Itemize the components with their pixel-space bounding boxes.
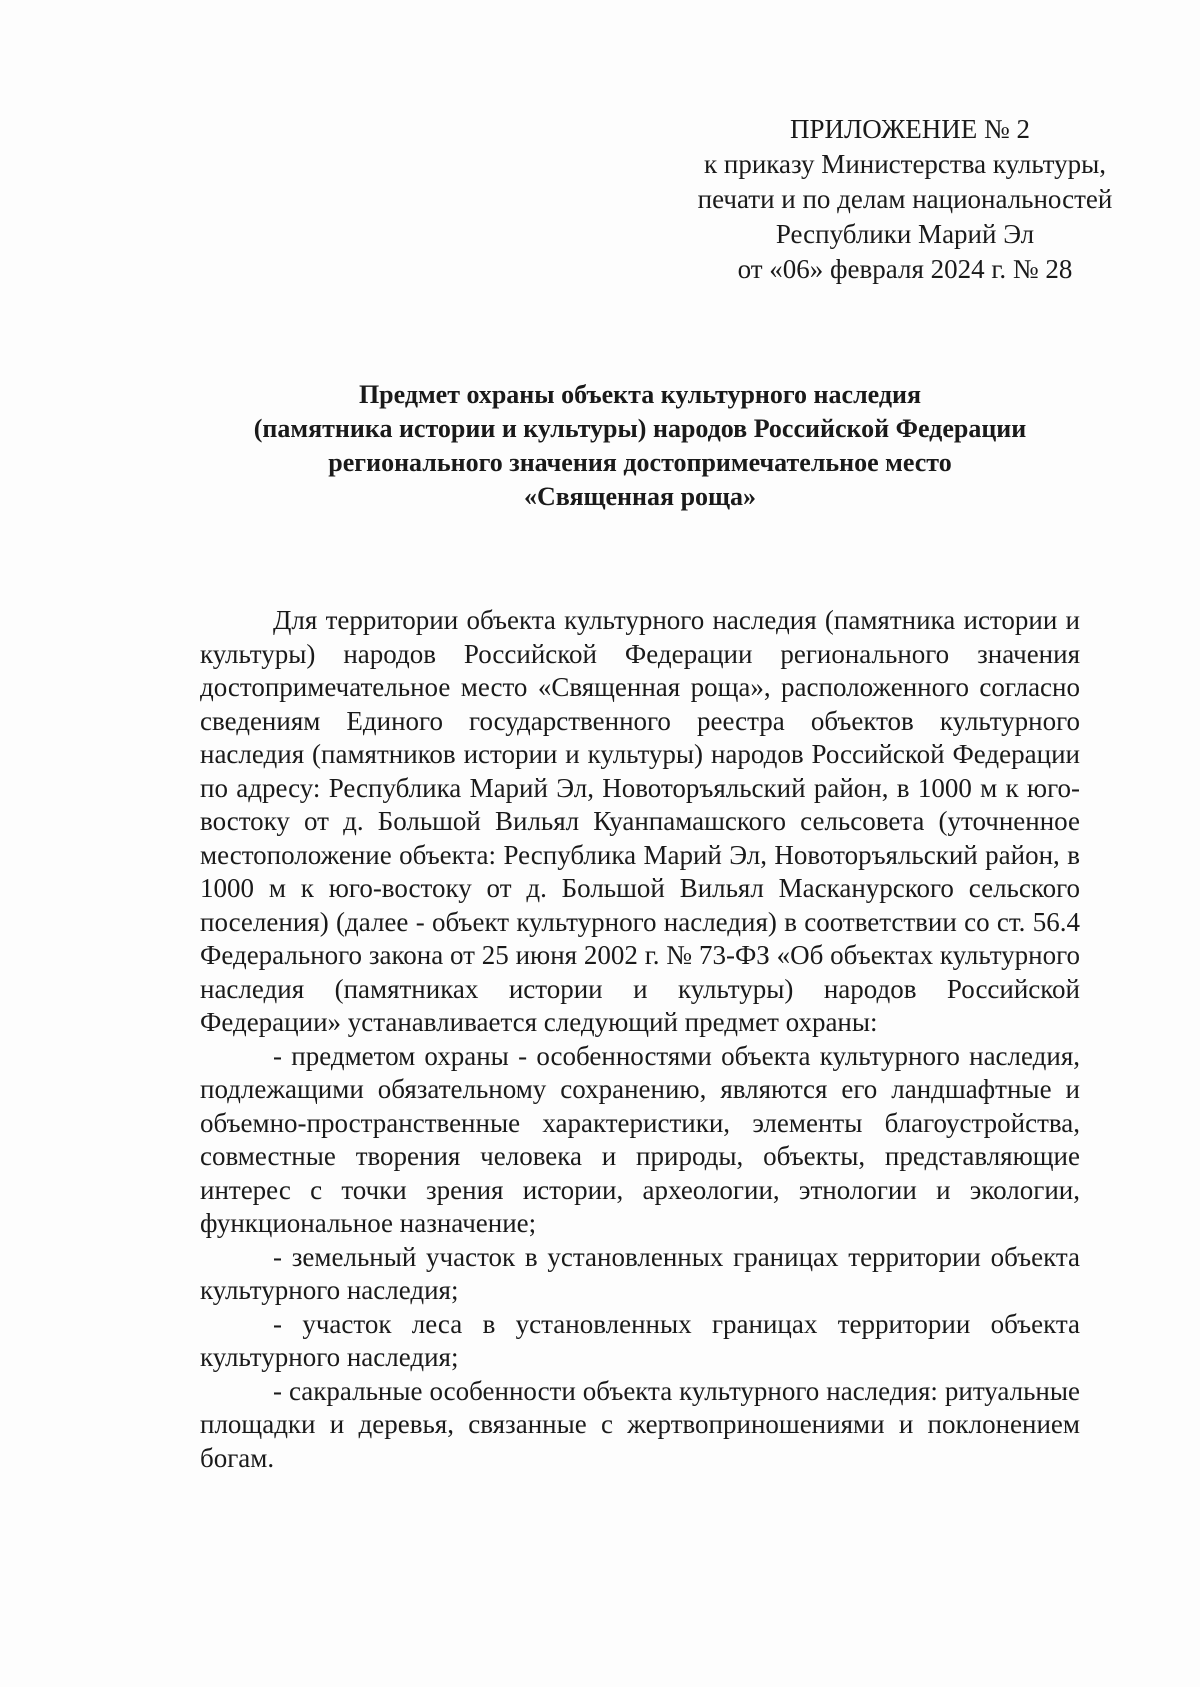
list-item: - участок леса в установленных границах территории объекта культурного наследия; [200,1308,1080,1372]
appendix-line: к приказу Министерства культуры, [704,149,1106,179]
appendix-line: печати и по делам национальностей [697,184,1113,214]
list-item: - земельный участок в установленных границах территории объекта культурного наследия; [200,1241,1080,1305]
heading-line: (памятника истории и культуры) народов Российской Федерации [253,414,1027,443]
appendix-title: ПРИЛОЖЕНИЕ № 2 [789,114,1031,144]
appendix-line: Республики Марий Эл [775,219,1035,249]
appendix-block [680,112,1130,287]
list-item: - сакральные особенности объекта культурного наследия: ритуальные площадки и деревья, связанные с жертвоприношениями и поклонением богам. [200,1375,1080,1473]
document-heading [200,378,1080,514]
intro-paragraph: Для территории объекта культурного наследия (памятника истории и культуры) народов Российской Федерации регионального значения достопримечательное место «Священная роща», расположенного согласно сведениям Единого государственного реестра объектов культурного наследия (памятников истории и культуры) народов Российской Федерации по адресу: Республика Марий Эл, Новоторъяльский район, в 1000 м к юго-востоку от д. Большой Вильял Куанпамашского сельсовета (уточненное местоположение объекта: Республика Марий Эл, Новоторъяльский район, в 1000 м к юго-востоку от д. Большой Вильял Масканурского сельского поселения) (далее - объект культурного наследия) в соответствии со ст. 56.4 Федерального закона от 25 июня 2002 г. № 73-ФЗ «Об объектах культурного наследия (памятниках истории и культуры) народов Российской Федерации» устанавливается следующий предмет охраны: [200,605,1080,1037]
list-item: - предметом охраны - особенностями объекта культурного наследия, подлежащими обязательному сохранению, являются его ландшафтные и объемно-пространственные характеристики, элементы благоустройства, совместные творения человека и природы, объекты, представляющие интерес с точки зрения истории, археологии, этнологии и экологии, функциональное назначение; [200,1040,1080,1238]
heading-line: Предмет охраны объекта культурного наследия [358,380,922,409]
heading-line: регионального значения достопримечательное место [328,448,952,477]
heading-line: «Священная роща» [524,482,756,511]
document-body [200,604,1080,1475]
appendix-date-line: от «06» февраля 2024 г. № 28 [737,254,1073,284]
